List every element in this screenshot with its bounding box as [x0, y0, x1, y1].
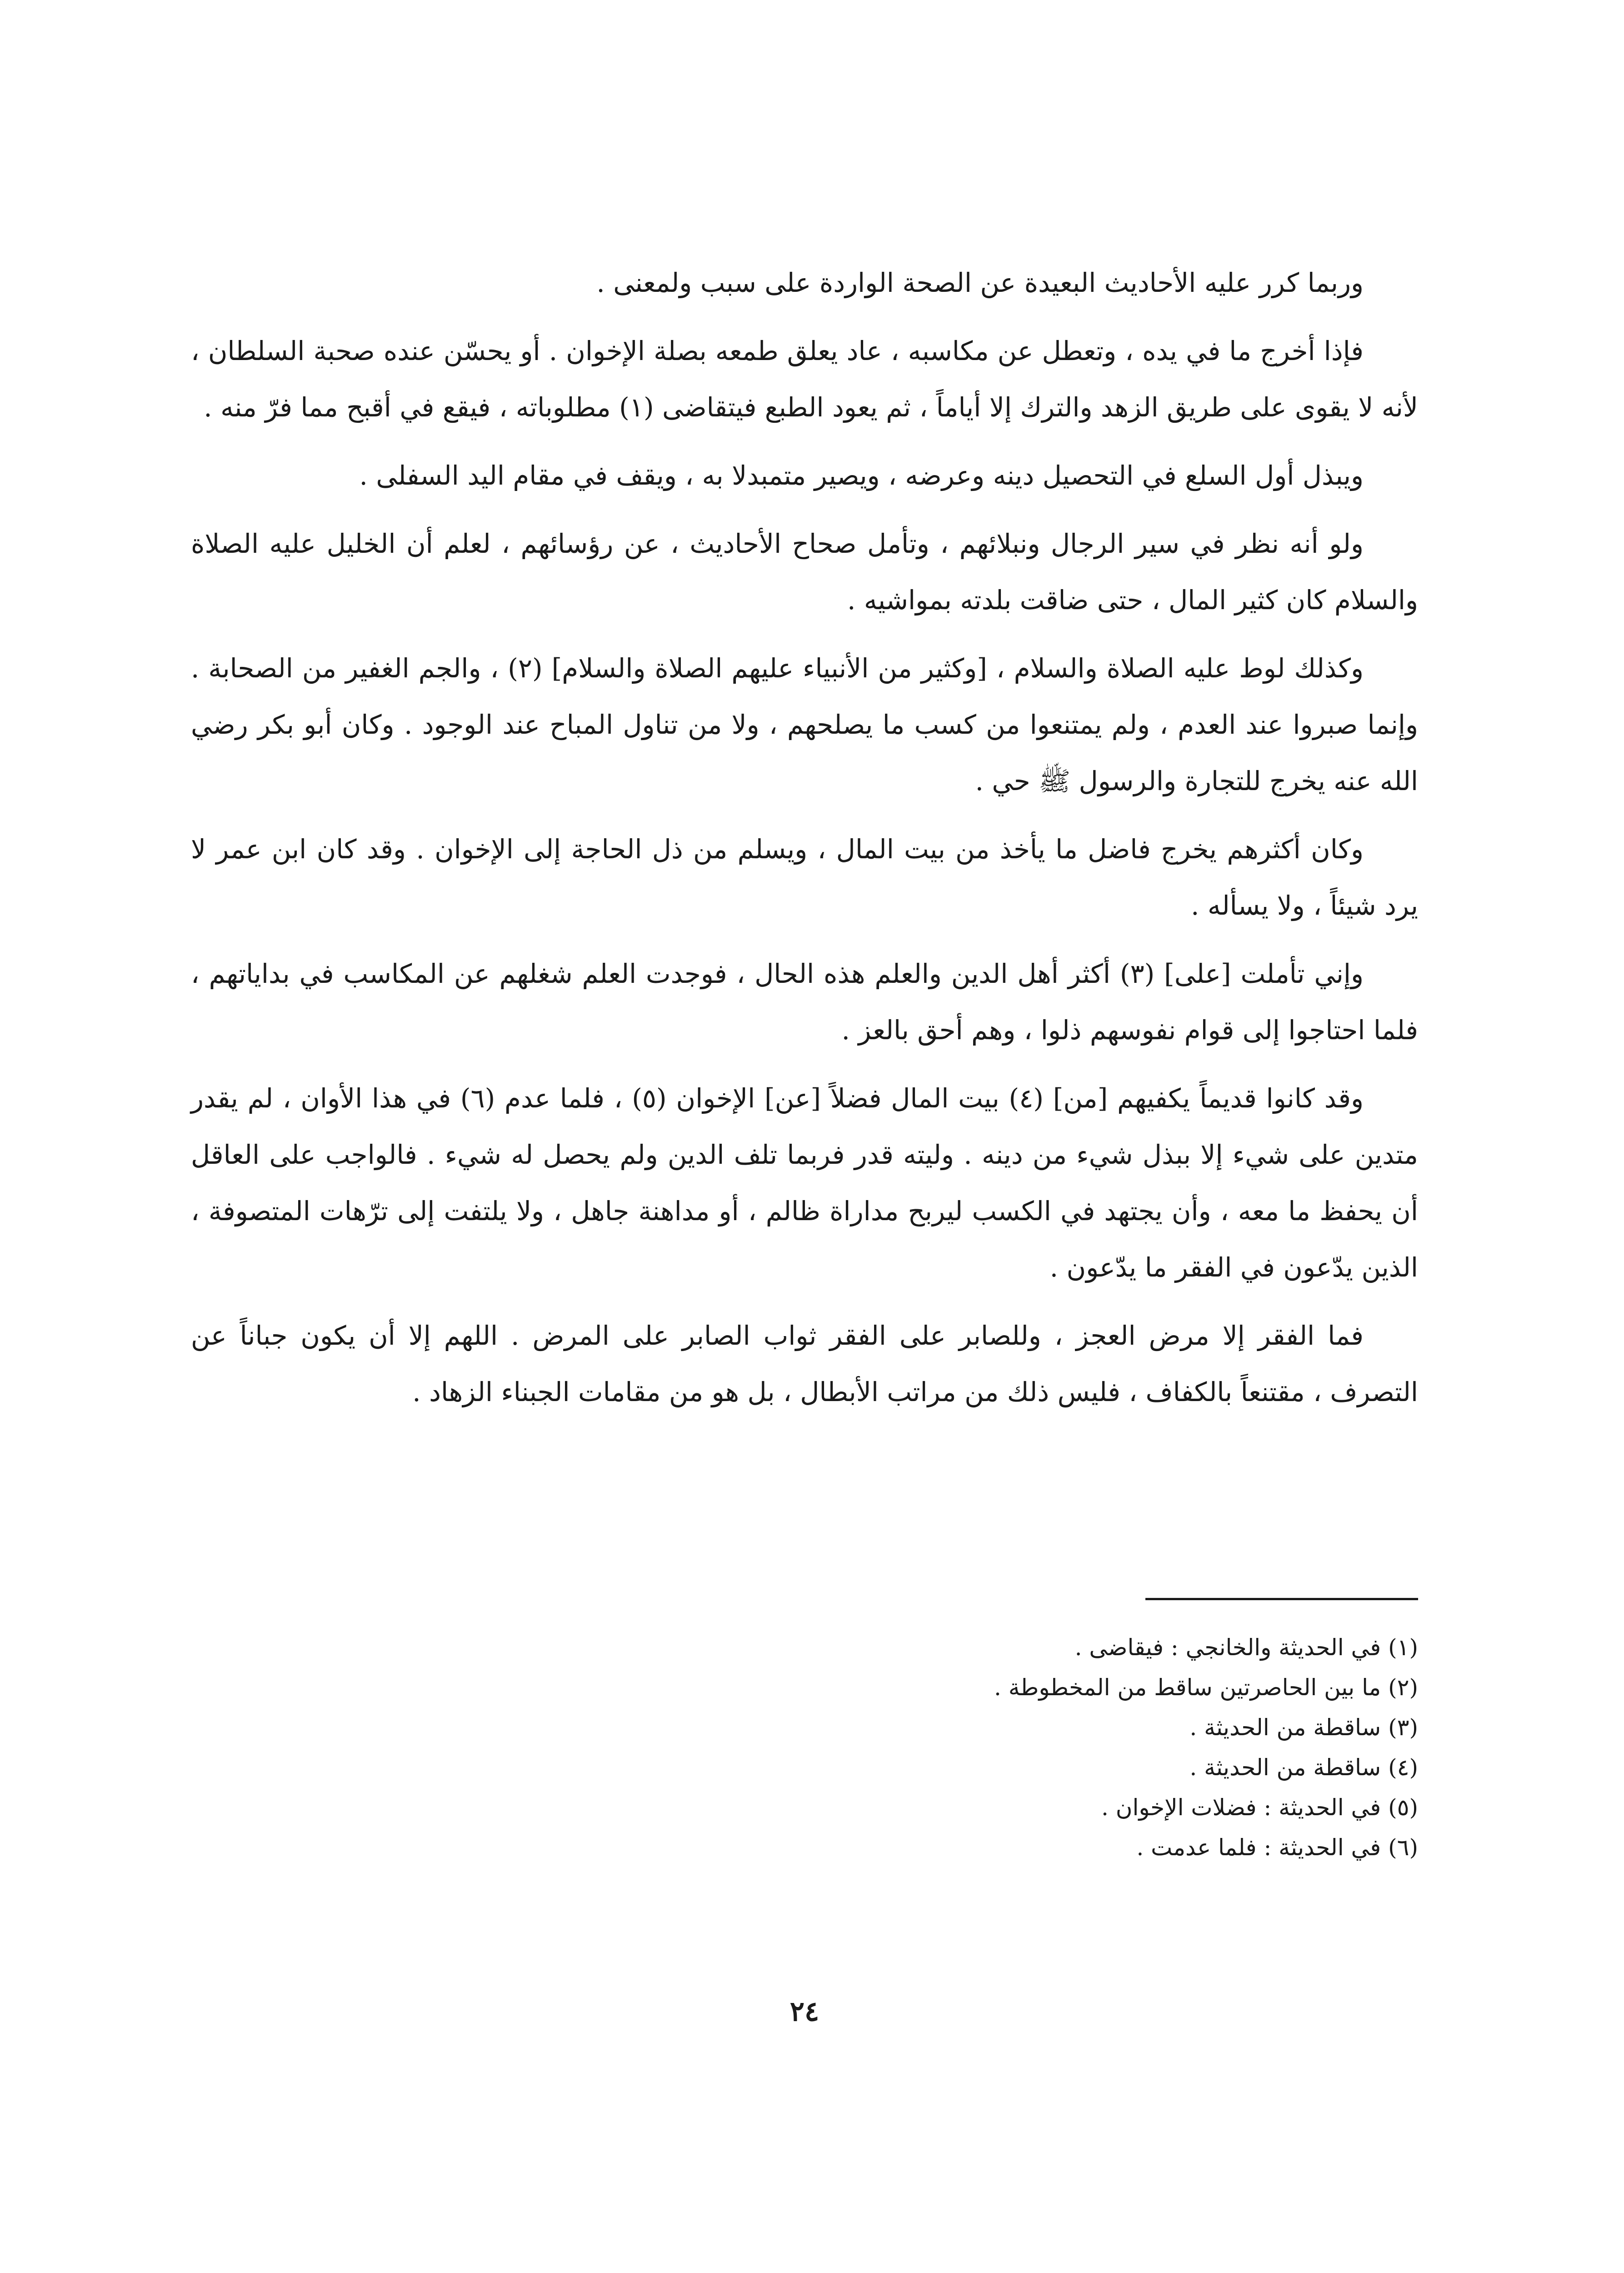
paragraph: فما الفقر إلا مرض العجز ، وللصابر على الفقر ثواب الصابر على المرض . اللهم إلا أن يكون جباناً عن التصرف ، مقتنعاً بالكفاف ، فليس ذلك من مراتب الأبطال ، بل هو من مقامات الجبناء الزهاد .	[191, 1320, 1418, 1407]
paragraph: وقد كانوا قديماً يكفيهم [من] (٤) بيت المال فضلاً [عن] الإخوان (٥) ، فلما عدم (٦) في هذا الأوان ، لم يقدر متدين على شيء إلا ببذل شيء من دينه . وليته قدر فربما تلف الدين ولم يحصل له شيء . فالواجب على العاقل أن يحفظ ما معه ، وأن يجتهد في الكسب ليربح مداراة ظالم ، أو مداهنة جاهل ، ولا يلتفت إلى ترّهات المتصوفة ، الذين يدّعون في الفقر ما يدّعون .	[191, 1083, 1418, 1283]
footnote	[191, 1667, 1418, 1707]
paragraph: وكان أكثرهم يخرج فاضل ما يأخذ من بيت المال ، ويسلم من ذل الحاجة إلى الإخوان . وقد كان ابن عمر لا يرد شيئاً ، ولا يسأله .	[191, 834, 1418, 921]
footnote	[191, 1787, 1418, 1827]
page-number: ٢٤	[790, 1996, 819, 2028]
paragraph: وربما كرر عليه الأحاديث البعيدة عن الصحة الواردة على سبب ولمعنى .	[596, 267, 1364, 298]
footnote	[191, 1747, 1418, 1787]
paragraph: ولو أنه نظر في سير الرجال ونبلائهم ، وتأمل صحاح الأحاديث ، عن رؤسائهم ، لعلم أن الخليل عليه الصلاة والسلام كان كثير المال ، حتى ضاقت بلدته بمواشيه .	[191, 528, 1418, 616]
footnote-number: (٢)	[1388, 1674, 1418, 1701]
paragraph: فإذا أخرج ما في يده ، وتعطل عن مكاسبه ، عاد يعلق طمعه بصلة الإخوان . أو يحسّن عنده صحبة السلطان ، لأنه لا يقوى على طريق الزهد والترك إلا أياماً ، ثم يعود الطبع فيتقاضى (١) مطلوباته ، فيقع في أقبح مما فرّ منه .	[191, 335, 1418, 423]
footnote	[191, 1827, 1418, 1867]
footnote-text: ما بين الحاصرتين ساقط من المخطوطة .	[994, 1674, 1381, 1701]
footnote-divider	[1145, 1598, 1418, 1600]
footnote-text: في الحديثة : فلما عدمت .	[1136, 1834, 1381, 1861]
paragraph: وكذلك لوط عليه الصلاة والسلام ، [وكثير من الأنبياء عليهم الصلاة والسلام] (٢) ، والجم الغفير من الصحابة . وإنما صبروا عند العدم ، ولم يمتنعوا من كسب ما يصلحهم ، ولا من تناول المباح عند الوجود . وكان أبو بكر رضي الله عنه يخرج للتجارة والرسول ﷺ حي .	[191, 653, 1418, 796]
footnote-text: ساقطة من الحديثة .	[1189, 1754, 1381, 1781]
footnote	[191, 1627, 1418, 1667]
footnote-text: ساقطة من الحديثة .	[1189, 1714, 1381, 1741]
document-page	[191, 255, 1418, 2209]
paragraph: وإني تأملت [على] (٣) أكثر أهل الدين والعلم هذه الحال ، فوجدت العلم شغلهم عن المكاسب في بداياتهم ، فلما احتاجوا إلى قوام نفوسهم ذلوا ، وهم أحق بالعز .	[191, 958, 1418, 1046]
footnote-number: (١)	[1388, 1634, 1418, 1661]
footnote-text: في الحديثة : فضلات الإخوان .	[1101, 1794, 1381, 1821]
footnote-number: (٤)	[1388, 1754, 1418, 1781]
footnote	[191, 1707, 1418, 1747]
footnote-number: (٥)	[1388, 1794, 1418, 1821]
footnote-number: (٦)	[1388, 1834, 1418, 1861]
footnotes	[191, 1627, 1418, 1867]
footnote-number: (٣)	[1388, 1714, 1418, 1741]
main-text	[191, 255, 1418, 1420]
paragraph: ويبذل أول السلع في التحصيل دينه وعرضه ، ويصير متمبدلا به ، ويقف في مقام اليد السفلى .	[359, 460, 1364, 491]
footnote-text: في الحديثة والخانجي : فيقاضى .	[1074, 1634, 1381, 1661]
